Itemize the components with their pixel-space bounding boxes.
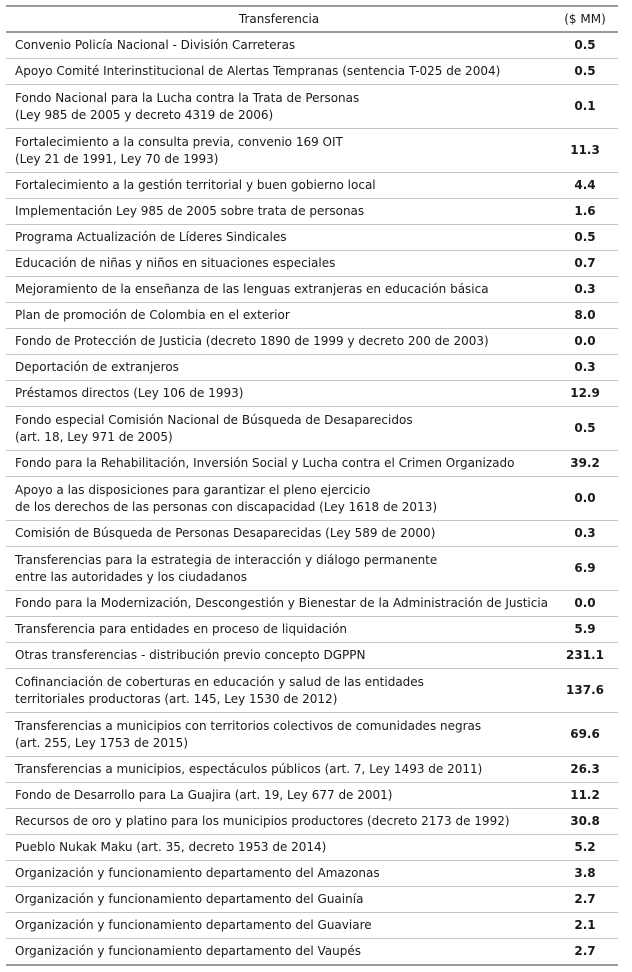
transferencia-text: Deportación de extranjeros xyxy=(15,360,179,374)
table-row xyxy=(6,783,618,809)
transferencia-cell xyxy=(6,783,552,809)
transferencia-cell xyxy=(6,381,552,407)
valor-cell: 2.1 xyxy=(552,913,618,939)
valor-cell: 69.6 xyxy=(552,713,618,757)
table-row xyxy=(6,32,618,59)
transferencia-text: Recursos de oro y platino para los municipios productores (decreto 2173 de 1992) xyxy=(15,814,510,828)
valor-cell: 12.9 xyxy=(552,381,618,407)
transferencia-text: Cofinanciación de coberturas en educación y salud de las entidades xyxy=(15,674,424,689)
table-row xyxy=(6,129,618,173)
transferencia-cell xyxy=(6,59,552,85)
table-row xyxy=(6,521,618,547)
transferencia-cell xyxy=(6,85,552,129)
table-row xyxy=(6,617,618,643)
valor-cell: 0.0 xyxy=(552,591,618,617)
valor-cell: 11.3 xyxy=(552,129,618,173)
transferencia-text: Programa Actualización de Líderes Sindicales xyxy=(15,230,287,244)
valor-cell: 2.7 xyxy=(552,887,618,913)
transferencia-cell xyxy=(6,835,552,861)
table-header xyxy=(6,6,618,32)
transferencia-text: Fondo Nacional para la Lucha contra la Trata de Personas xyxy=(15,90,360,105)
transferencia-text: Fondo para la Modernización, Descongestión y Bienestar de la Administración de Justicia xyxy=(15,596,549,610)
valor-cell: 0.5 xyxy=(552,225,618,251)
transferencia-cell xyxy=(6,757,552,783)
table-row xyxy=(6,713,618,757)
transferencia-text: de los derechos de las personas con discapacidad (Ley 1618 de 2013) xyxy=(15,499,438,514)
transferencia-cell xyxy=(6,173,552,199)
transferencia-text: Convenio Policía Nacional - División Carreteras xyxy=(15,38,296,52)
transferencia-cell xyxy=(6,355,552,381)
valor-cell: 30.8 xyxy=(552,809,618,835)
transferencia-cell xyxy=(6,32,552,59)
transferencia-text: Educación de niñas y niños en situaciones especiales xyxy=(15,256,336,270)
transferencia-cell xyxy=(6,477,552,521)
transferencia-text: Organización y funcionamiento departamento del Amazonas xyxy=(15,866,380,880)
transferencia-cell xyxy=(6,329,552,355)
table-row xyxy=(6,669,618,713)
transferencia-cell xyxy=(6,643,552,669)
valor-cell: 26.3 xyxy=(552,757,618,783)
table-row xyxy=(6,381,618,407)
transferencia-cell xyxy=(6,225,552,251)
table-row xyxy=(6,757,618,783)
transferencia-cell xyxy=(6,669,552,713)
valor-cell: 0.3 xyxy=(552,277,618,303)
valor-cell: 2.7 xyxy=(552,939,618,966)
transferencia-text: (Ley 21 de 1991, Ley 70 de 1993) xyxy=(15,151,219,166)
transferencia-cell xyxy=(6,809,552,835)
table-row xyxy=(6,173,618,199)
valor-cell: 4.4 xyxy=(552,173,618,199)
table-row xyxy=(6,407,618,451)
transferencia-cell xyxy=(6,407,552,451)
transferencia-text: Fondo de Desarrollo para La Guajira (art. 19, Ley 677 de 2001) xyxy=(15,788,393,802)
transferencia-text: Transferencias a municipios con territorios colectivos de comunidades negras xyxy=(15,718,482,733)
table-row xyxy=(6,85,618,129)
transferencia-text: (art. 18, Ley 971 de 2005) xyxy=(15,429,173,444)
table-row xyxy=(6,329,618,355)
transferencia-text: Transferencia para entidades en proceso de liquidación xyxy=(15,622,347,636)
table-row xyxy=(6,199,618,225)
valor-cell: 39.2 xyxy=(552,451,618,477)
table-row xyxy=(6,477,618,521)
valor-cell: 8.0 xyxy=(552,303,618,329)
table-body xyxy=(6,32,618,965)
transferencia-text: Transferencias a municipios, espectáculos públicos (art. 7, Ley 1493 de 2011) xyxy=(15,762,483,776)
valor-cell: 0.5 xyxy=(552,407,618,451)
table-row xyxy=(6,887,618,913)
transferencia-text: Fortalecimiento a la gestión territorial y buen gobierno local xyxy=(15,178,376,192)
transferencia-text: Préstamos directos (Ley 106 de 1993) xyxy=(15,386,244,400)
transferencia-text: Otras transferencias - distribución previo concepto DGPPN xyxy=(15,648,366,662)
transferencia-text: Plan de promoción de Colombia en el exterior xyxy=(15,308,290,322)
transferencia-text: Comisión de Búsqueda de Personas Desaparecidas (Ley 589 de 2000) xyxy=(15,526,436,540)
transferencia-cell xyxy=(6,199,552,225)
table-row xyxy=(6,643,618,669)
transferencia-text: Implementación Ley 985 de 2005 sobre trata de personas xyxy=(15,204,365,218)
valor-cell: 0.3 xyxy=(552,521,618,547)
transferencia-text: Mejoramiento de la enseñanza de las lenguas extranjeras en educación básica xyxy=(15,282,489,296)
transferencia-cell xyxy=(6,521,552,547)
valor-cell: 5.2 xyxy=(552,835,618,861)
table-row xyxy=(6,835,618,861)
transferencia-cell xyxy=(6,277,552,303)
transferencia-text: entre las autoridades y los ciudadanos xyxy=(15,569,247,584)
valor-cell: 5.9 xyxy=(552,617,618,643)
transferencia-text: Apoyo Comité Interinstitucional de Alertas Tempranas (sentencia T-025 de 2004) xyxy=(15,64,501,78)
valor-cell: 11.2 xyxy=(552,783,618,809)
table-row xyxy=(6,939,618,966)
table-row xyxy=(6,225,618,251)
transferencia-cell xyxy=(6,591,552,617)
table-row xyxy=(6,303,618,329)
valor-cell: 6.9 xyxy=(552,547,618,591)
transferencia-text: Fondo para la Rehabilitación, Inversión Social y Lucha contra el Crimen Organizado xyxy=(15,456,515,470)
transferencia-cell xyxy=(6,617,552,643)
transferencia-text: territoriales productoras (art. 145, Ley 1530 de 2012) xyxy=(15,691,338,706)
valor-cell: 3.8 xyxy=(552,861,618,887)
table-row xyxy=(6,251,618,277)
transferencia-text: Apoyo a las disposiciones para garantizar el pleno ejercicio xyxy=(15,482,371,497)
valor-cell: 1.6 xyxy=(552,199,618,225)
valor-cell: 0.7 xyxy=(552,251,618,277)
transferencia-text: Organización y funcionamiento departamento del Vaupés xyxy=(15,944,362,958)
transferencia-text: Fondo de Protección de Justicia (decreto 1890 de 1999 y decreto 200 de 2003) xyxy=(15,334,489,348)
transferencia-text: Pueblo Nukak Maku (art. 35, decreto 1953 de 2014) xyxy=(15,840,327,854)
table-row xyxy=(6,861,618,887)
transferencia-cell xyxy=(6,251,552,277)
transferencia-text: Fondo especial Comisión Nacional de Búsqueda de Desaparecidos xyxy=(15,412,413,427)
valor-cell: 0.5 xyxy=(552,32,618,59)
table-row xyxy=(6,277,618,303)
valor-cell: 0.0 xyxy=(552,477,618,521)
header-row xyxy=(6,6,618,32)
transferencia-cell xyxy=(6,913,552,939)
transferencia-text: Organización y funcionamiento departamento del Guainía xyxy=(15,892,364,906)
transferencia-text: Transferencias para la estrategia de interacción y diálogo permanente xyxy=(15,552,438,567)
valor-cell: 0.5 xyxy=(552,59,618,85)
valor-cell: 137.6 xyxy=(552,669,618,713)
transferencia-cell xyxy=(6,939,552,966)
header-transferencia: Transferencia xyxy=(6,6,552,32)
transferencia-cell xyxy=(6,303,552,329)
table-row xyxy=(6,913,618,939)
transferencia-cell xyxy=(6,451,552,477)
transferencia-cell xyxy=(6,129,552,173)
transferencia-text: (Ley 985 de 2005 y decreto 4319 de 2006) xyxy=(15,107,274,122)
header-valor: ($ MM) xyxy=(552,6,618,32)
transferencia-text: Fortalecimiento a la consulta previa, convenio 169 OIT xyxy=(15,134,343,149)
transferencia-cell xyxy=(6,547,552,591)
table-row xyxy=(6,591,618,617)
valor-cell: 231.1 xyxy=(552,643,618,669)
table-row xyxy=(6,547,618,591)
transfer-table xyxy=(6,5,618,966)
valor-cell: 0.1 xyxy=(552,85,618,129)
transferencia-cell xyxy=(6,887,552,913)
table-row xyxy=(6,355,618,381)
valor-cell: 0.3 xyxy=(552,355,618,381)
transferencia-text: Organización y funcionamiento departamento del Guaviare xyxy=(15,918,372,932)
valor-cell: 0.0 xyxy=(552,329,618,355)
transferencia-cell xyxy=(6,713,552,757)
transfer-table-container xyxy=(6,5,618,966)
table-row xyxy=(6,59,618,85)
transferencia-text: (art. 255, Ley 1753 de 2015) xyxy=(15,735,188,750)
table-row xyxy=(6,809,618,835)
table-row xyxy=(6,451,618,477)
transferencia-cell xyxy=(6,861,552,887)
